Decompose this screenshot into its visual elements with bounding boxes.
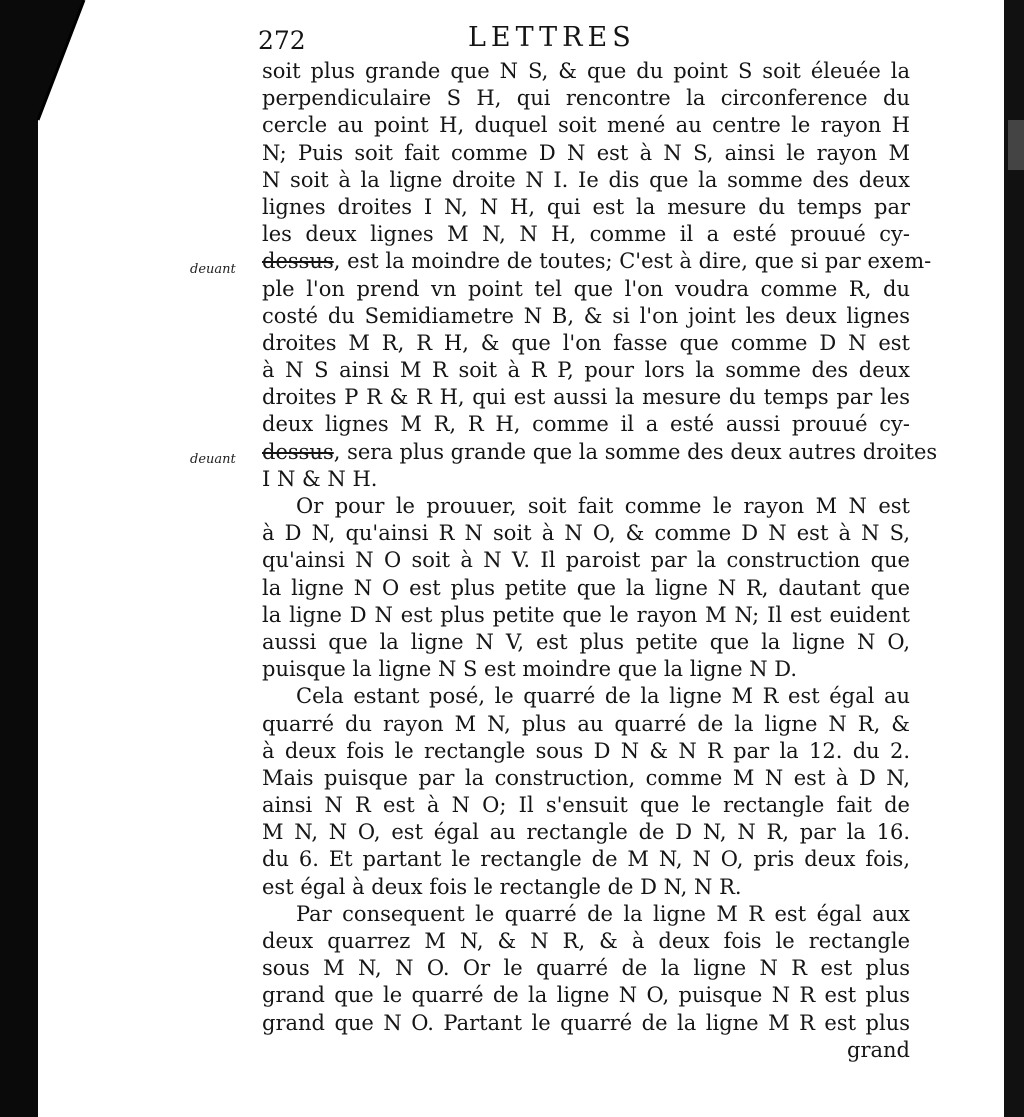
margin-note: deuant	[190, 452, 236, 467]
text-line: puisque la ligne N S est moindre que la ligne N D.	[262, 657, 798, 682]
text-line: ple l'on prend vn point tel que l'on voudra comme R, du	[262, 276, 910, 301]
text-line-with-cancellation	[262, 439, 938, 466]
text-line: lignes droites I N, N H, qui est la mesure du temps par	[262, 194, 910, 219]
text-line: est égal à deux fois le rectangle de D N, N R.	[262, 874, 742, 899]
text-line: deux quarrez M N, & N R, & à deux fois le rectangle	[262, 929, 910, 953]
text-line: N soit à la ligne droite N I. Ie dis que la somme des deux	[262, 167, 910, 192]
text-line: quarré du rayon M N, plus au quarré de la ligne N R, &	[262, 711, 910, 736]
text-line: M N, N O, est égal au rectangle de D N, N R, par la 16.	[262, 820, 910, 845]
paragraph-start: Cela estant posé, le quarré de la ligne M R est égal au	[296, 684, 910, 709]
text-line-with-cancellation	[262, 248, 932, 275]
cancelled-word: dessus	[262, 249, 334, 274]
text-line: à N S ainsi M R soit à R P, pour lors la somme des deux	[262, 358, 910, 383]
text-line: la ligne N O est plus petite que la ligne N R, dautant que	[262, 575, 910, 600]
text-line: ainsi N R est à N O; Il s'ensuit que le rectangle fait de	[262, 793, 910, 818]
running-head: LETTRES	[468, 22, 636, 53]
margin-note: deuant	[190, 262, 236, 277]
text-line: la ligne D N est plus petite que le rayon M N; Il est euident	[262, 602, 910, 627]
text-line: droites P R & R H, qui est aussi la mesure du temps par les	[262, 385, 910, 410]
text-line: N; Puis soit fait comme D N est à N S, ainsi le rayon M	[262, 140, 910, 165]
cancelled-word: dessus	[262, 439, 334, 464]
page-number: 272	[258, 26, 306, 55]
page-header	[258, 20, 718, 60]
text-line: du 6. Et partant le rectangle de M N, N O, pris deux fois,	[262, 847, 910, 872]
text-line: qu'ainsi N O soit à N V. Il paroist par la construction que	[262, 548, 910, 573]
text-line: perpendiculaire S H, qui rencontre la circonference du	[262, 86, 910, 111]
paragraph-start: Par consequent le quarré de la ligne M R est égal aux	[296, 901, 910, 926]
text-line: grand que le quarré de la ligne N O, puisque N R est plus	[262, 983, 910, 1008]
text-line: deux lignes M R, R H, comme il a esté aussi prouué cy-	[262, 412, 910, 437]
text-line: à deux fois le rectangle sous D N & N R par la 12. du 2.	[262, 738, 910, 763]
text-line: sous M N, N O. Or le quarré de la ligne N R est plus	[262, 956, 910, 981]
text-line: aussi que la ligne N V, est plus petite que la ligne N O,	[262, 629, 910, 654]
text-block	[262, 58, 938, 1064]
text-line-remainder: , est la moindre de toutes; C'est à dire, que si par exem-	[333, 249, 932, 274]
text-line: Mais puisque par la construction, comme M N est à D N,	[262, 765, 910, 790]
text-line: les deux lignes M N, N H, comme il a esté prouué cy-	[262, 222, 910, 247]
paragraph-start: Or pour le prouuer, soit fait comme le rayon M N est	[296, 494, 910, 518]
text-line: grand que N O. Partant le quarré de la ligne M R est plus	[262, 1010, 910, 1035]
text-line: cercle au point H, duquel soit mené au centre le rayon H	[262, 113, 910, 138]
text-line-remainder: , sera plus grande que la somme des deux autres droites	[333, 439, 938, 464]
text-line: costé du Semidiametre N B, & si l'on joint les deux lignes	[262, 303, 910, 328]
text-line: à D N, qu'ainsi R N soit à N O, & comme D N est à N S,	[262, 521, 910, 546]
text-line: I N & N H.	[262, 466, 378, 491]
catchword: grand	[847, 1037, 910, 1062]
text-line: soit plus grande que N S, & que du point S soit éleuée la	[262, 59, 910, 83]
text-line: droites M R, R H, & que l'on fasse que comme D N est	[262, 330, 910, 355]
